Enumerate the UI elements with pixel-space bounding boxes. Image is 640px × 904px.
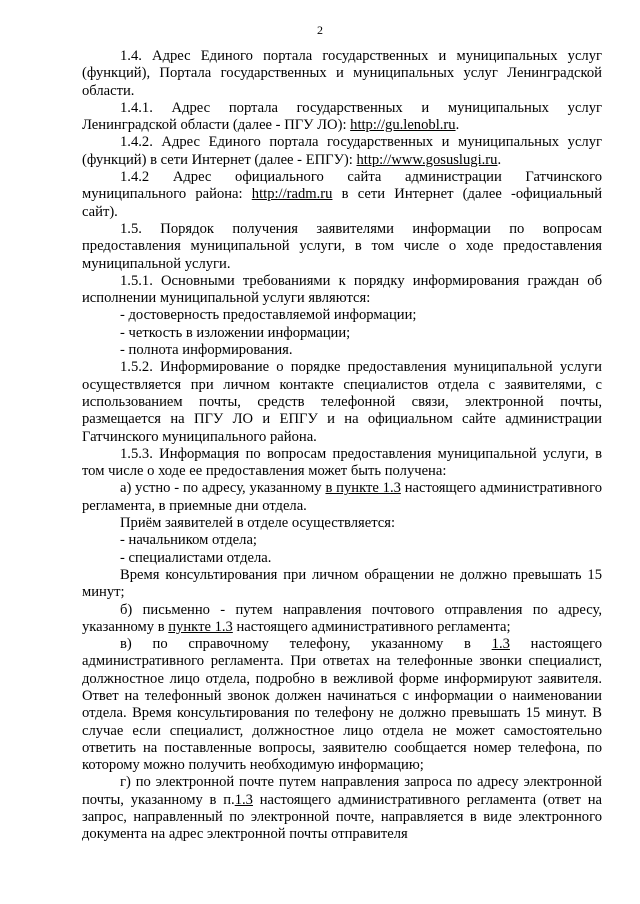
paragraph-1-4-1 [82, 100, 602, 135]
paragraph-1-4-1-text: 1.4.1. Адрес портала государственных и муниципальных услуг Ленинградской области (далее - ПГУ ЛО): [82, 99, 602, 134]
item-a-text: а) устно - по адресу, указанному [120, 480, 326, 497]
paragraph-1-5-1: 1.5.1. Основными требованиями к порядку информирования граждан об исполнении муниципальной услуги являются: [82, 272, 602, 307]
official-site-link[interactable]: http://radm.ru [251, 186, 333, 203]
item-a-reference-link[interactable]: в пункте 1.3 [325, 480, 401, 497]
item-g-text: г) по электронной почте путем направления запроса по адресу электронной почты, указанному в п. [82, 774, 602, 808]
list-item: - достоверность предоставляемой информации; [120, 307, 417, 324]
list-item: - начальником отдела; [120, 532, 257, 549]
paragraph-1-4-2 [82, 134, 602, 169]
item-v-end: настоящего административного регламента. При ответах на телефонные звонки специалист, должностное лицо отдела, подробно в вежливой форме информируют заявителя. Ответ на телефонный звонок должен начинаться с информации о наименовании отдела. Время консультирования по телефону не должно превышать 15 минут. В случае если специалист, должностное лицо отдела не может самостоятельно ответить на поставленные вопросы, заявителю сообщается номер телефона, по которому можно получить необходимую информацию; [82, 636, 602, 774]
pgu-lo-link[interactable]: http://gu.lenobl.ru [350, 117, 456, 134]
consultation-time: Время консультирования при личном обращении не должно превышать 15 минут; [82, 566, 602, 601]
paragraph-1-5-2: 1.5.2. Информирование о порядке предоставления муниципальной услуги осуществляется при личном контакте специалистов отдела с заявителями, с использованием почты, средств телефонной связи, электронной почты, размещается на ПГУ ЛО и ЕПГУ и на официальном сайте администрации Гатчинского муниципального района. [82, 359, 602, 445]
list-item: - четкость в изложении информации; [120, 324, 351, 341]
paragraph-1-4-2-end: . [497, 151, 502, 168]
list-item: - полнота информирования. [120, 342, 293, 359]
item-g-end: настоящего административного регламента (ответ на запрос, направленный по электронной почте, направляется в виде электронного документа на адрес электронной почты отправителя [82, 791, 602, 843]
item-v [82, 636, 602, 774]
item-v-text: в) по справочному телефону, указанному в [120, 636, 492, 653]
paragraph-1-5: 1.5. Порядок получения заявителями информации по вопросам предоставления муниципальной услуги, в том числе о ходе предоставления муниципальной услуги. [82, 220, 602, 272]
paragraph-1-4-1-end: . [455, 117, 460, 134]
paragraph-site-text: 1.4.2 Адрес официального сайта администрации Гатчинского муниципального района: [82, 169, 602, 203]
item-a [82, 480, 602, 515]
item-a-end: настоящего административного регламента, в приемные дни отдела. [82, 480, 602, 514]
paragraph-site-end: в сети Интернет (далее -официальный сайт). [82, 186, 603, 220]
item-v-reference-link[interactable]: 1.3 [491, 636, 510, 653]
item-g-reference-link[interactable]: 1.3 [234, 791, 253, 808]
paragraph-1-5-3: 1.5.3. Информация по вопросам предоставления муниципальной услуги, в том числе о ходе ее предоставления может быть получена: [82, 445, 602, 480]
document-body [82, 48, 602, 844]
page-number: 2 [317, 23, 323, 37]
paragraph-1-4-2-site [82, 169, 602, 221]
item-b [82, 602, 602, 637]
item-b-end: настоящего административного регламента; [232, 618, 511, 635]
list-item: - специалистами отдела. [120, 549, 272, 566]
epgu-link[interactable]: http://www.gosuslugi.ru [356, 151, 498, 168]
paragraph-1-4: 1.4. Адрес Единого портала государственных и муниципальных услуг (функций), Портала государственных и муниципальных услуг Ленинградской области. [82, 48, 602, 99]
item-b-text: б) письменно - путем направления почтового отправления по адресу, указанному в [82, 601, 602, 635]
paragraph-1-4-2-text: 1.4.2. Адрес Единого портала государственных и муниципальных услуг (функций) в сети Интернет (далее - ЕПГУ): [82, 134, 602, 168]
reception-heading: Приём заявителей в отделе осуществляется: [120, 515, 396, 532]
item-g [82, 774, 602, 843]
item-b-reference-link[interactable]: пункте 1.3 [168, 618, 233, 635]
